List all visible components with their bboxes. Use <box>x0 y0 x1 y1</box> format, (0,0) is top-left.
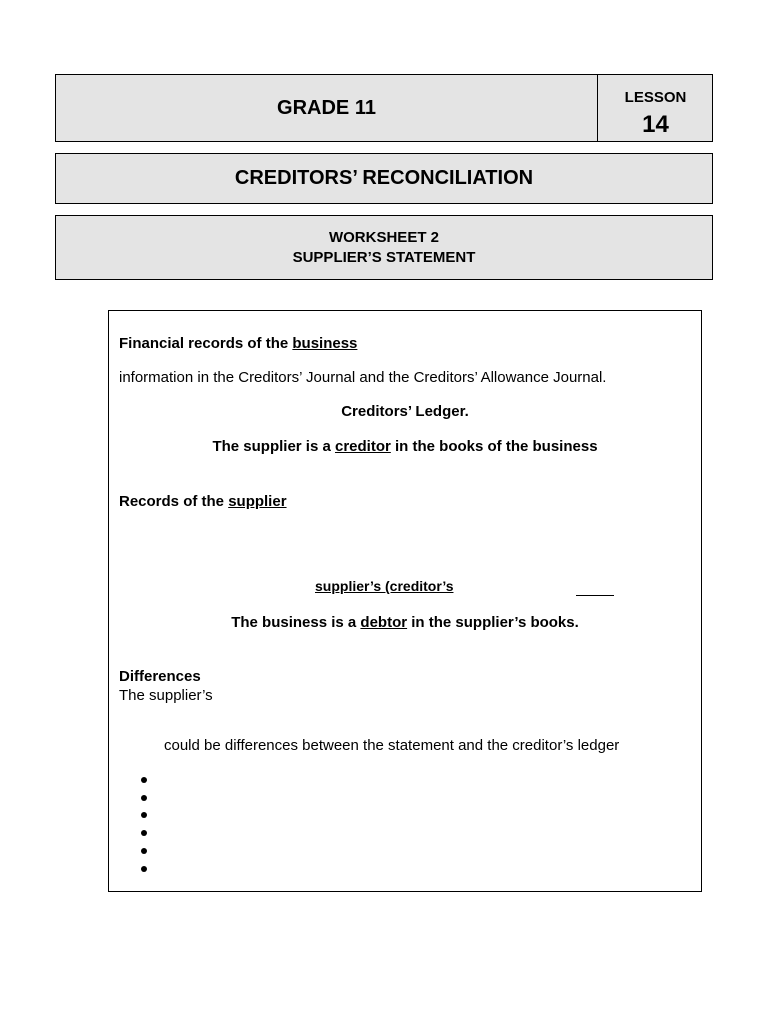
business-debtor-suffix: in the supplier’s books. <box>407 614 579 631</box>
financial-records-info: information in the Creditors’ Journal and the Creditors’ Allowance Journal. <box>119 369 607 386</box>
topic-title: CREDITORS’ RECONCILIATION <box>234 167 534 189</box>
bullet-item <box>141 777 147 783</box>
header-box <box>55 74 713 142</box>
worksheet-number: WORKSHEET 2 <box>328 228 439 246</box>
creditor-underlined: creditor <box>334 438 391 455</box>
supplier-records-heading <box>119 493 287 510</box>
supplier-creditor-fragment: supplier’s (creditor’s <box>315 578 454 594</box>
business-underlined: business <box>292 335 358 352</box>
worksheet-subtitle: SUPPLIER’S STATEMENT <box>292 248 476 266</box>
debtor-underlined: debtor <box>360 614 408 631</box>
bullet-item <box>141 830 147 836</box>
bullet-item <box>141 866 147 872</box>
creditors-ledger-text: Creditors’ Ledger. <box>341 403 469 420</box>
content-box <box>108 310 702 892</box>
bullet-item <box>141 812 147 818</box>
grade-title: GRADE 11 <box>277 96 376 119</box>
bullet-item <box>141 795 147 801</box>
supplier-underlined: supplier <box>228 493 287 510</box>
could-be-differences-text: could be differences between the statement and the creditor’s ledger <box>164 737 620 754</box>
lesson-label: LESSON <box>624 89 687 106</box>
business-debtor-prefix: The business is a <box>231 614 361 631</box>
topic-box <box>55 153 713 204</box>
supplier-creditor-suffix: in the books of the business <box>390 438 598 455</box>
bullet-item <box>141 848 147 854</box>
supplier-creditor-statement <box>109 438 701 455</box>
lesson-number: 14 <box>642 111 669 138</box>
supplier-records-heading-prefix: Records of the <box>119 493 229 510</box>
worksheet-box <box>55 215 713 280</box>
differences-text: The supplier’s <box>119 687 213 704</box>
financial-records-heading <box>119 335 357 352</box>
blank-line <box>576 595 614 596</box>
business-debtor-statement <box>109 614 701 631</box>
lesson-cell <box>597 75 713 141</box>
differences-heading: Differences <box>119 668 201 685</box>
supplier-creditor-prefix: The supplier is a <box>212 438 335 455</box>
financial-records-heading-prefix: Financial records of the <box>119 335 293 352</box>
